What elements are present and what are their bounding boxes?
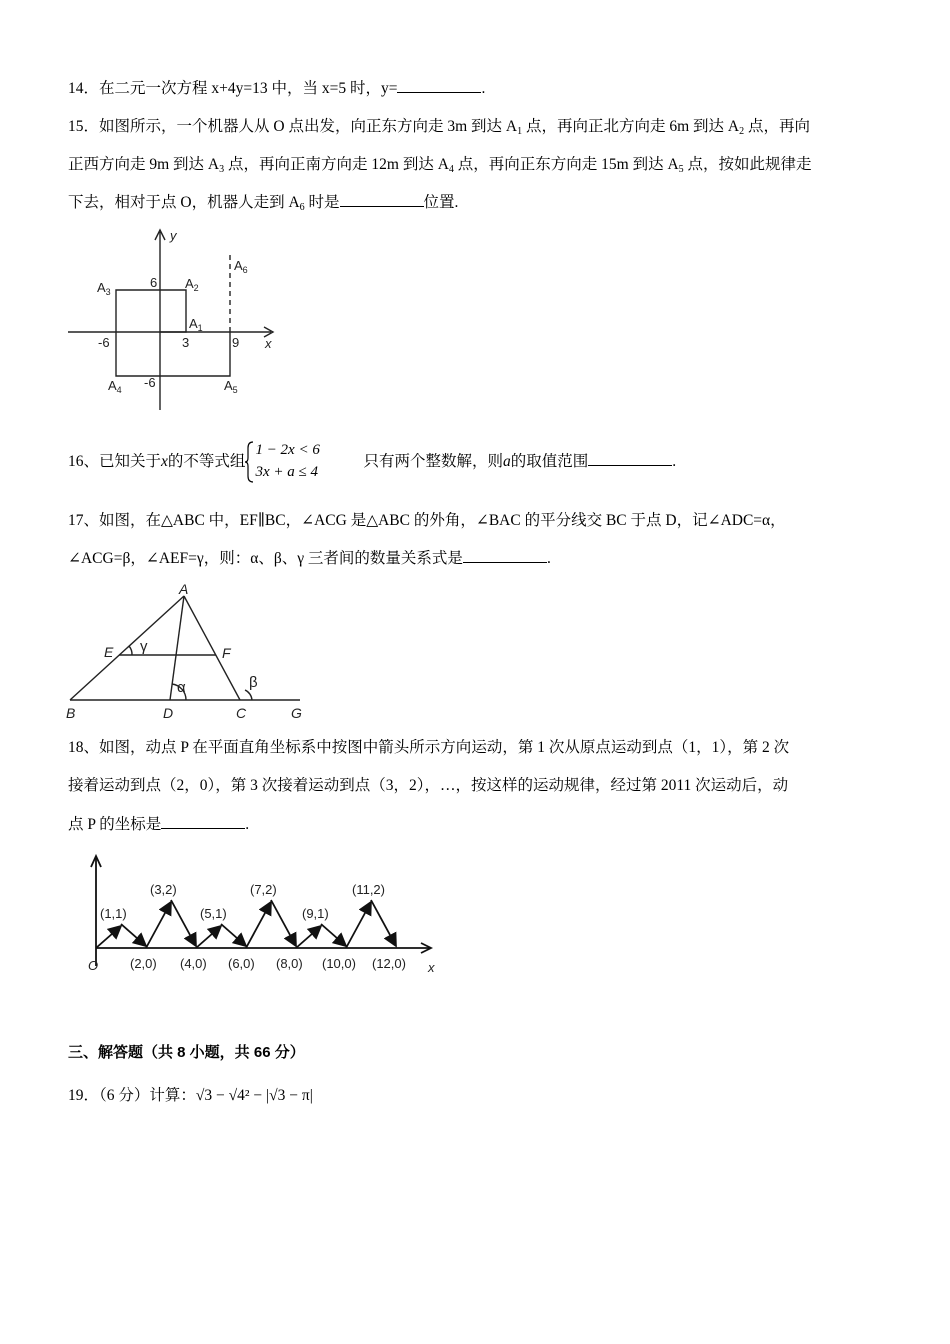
point-label-3-2: (3,2) — [150, 882, 177, 897]
q17-text-2: ∠ACG=β，∠AEF=γ，则：α、β、γ 三者间的数量关系式是 — [68, 550, 463, 567]
q14-answer-blank[interactable] — [397, 78, 481, 93]
q15-text-3c: 位置. — [423, 194, 459, 211]
q19-expression: √3 − √4² − |√3 − π| — [195, 1087, 313, 1104]
angle-beta-label: β — [249, 674, 258, 691]
q15-text-2c: 点，再向正东方向走 15m 到达 A — [453, 156, 679, 173]
q17-triangle-figure — [62, 584, 312, 724]
label-a4: A — [108, 378, 117, 393]
movement-arrow — [246, 902, 271, 948]
label-a2-sub: 2 — [193, 283, 199, 293]
origin-label: O — [88, 958, 99, 973]
label-a4-sub: 4 — [116, 385, 122, 395]
point-label-8-0: (8,0) — [276, 956, 303, 971]
q18-text-2: 接着运动到点（2，0），第 3 次接着运动到点（3，2），…，按这样的运动规律，经过第 2011 次运动后，动 — [68, 777, 789, 794]
point-label-7-2: (7,2) — [250, 882, 277, 897]
q14-number: 14． — [68, 80, 100, 97]
q18-period: . — [245, 816, 250, 833]
label-a3: A — [97, 280, 106, 295]
q15-sub-3: 3 — [219, 164, 225, 175]
label-a1-sub: 1 — [197, 323, 203, 333]
label-a5: A — [224, 378, 233, 393]
q15-sub-2: 2 — [739, 126, 745, 137]
angle-gamma-label: γ — [140, 638, 148, 655]
point-d-label: D — [163, 705, 174, 721]
point-label-6-0: (6,0) — [228, 956, 255, 971]
angle-beta-arc — [245, 690, 252, 700]
svg-text:A1 — [189, 316, 203, 333]
point-e-label: E — [104, 644, 114, 660]
q15-text-2a: 正西方向走 9m 到达 A — [68, 156, 220, 173]
svg-text:A4 — [108, 378, 122, 395]
q16-answer-blank[interactable] — [588, 451, 672, 466]
q17-number: 17、 — [68, 512, 100, 529]
q15-text-3a: 下去，相对于点 O，机器人走到 A — [68, 194, 300, 211]
point-label-1-1: (1,1) — [100, 906, 127, 921]
point-label-11-2: (11,2) — [352, 882, 385, 897]
question-17-line2 — [68, 548, 551, 569]
tick-minus6-y: -6 — [144, 375, 156, 390]
q15-text-3b: 时是 — [304, 194, 340, 211]
question-18-line1 — [68, 738, 789, 758]
q18-answer-blank[interactable] — [161, 814, 245, 829]
point-label-2-0: (2,0) — [130, 956, 157, 971]
q16-period: . — [672, 453, 677, 470]
q15-sub-4: 4 — [448, 164, 454, 175]
point-label-12-0: (12,0) — [372, 956, 406, 971]
q17-answer-blank[interactable] — [463, 548, 547, 563]
movement-arrow — [296, 926, 321, 948]
point-f-label: F — [222, 645, 231, 661]
robot-path — [116, 290, 230, 376]
tick-minus6-x: -6 — [98, 335, 110, 350]
movement-arrow — [221, 924, 246, 946]
q15-sub-1: 1 — [517, 126, 523, 137]
svg-text:A5 — [224, 378, 238, 395]
movement-arrow — [96, 926, 121, 948]
question-15-line2 — [68, 155, 812, 175]
x-axis-label: x — [265, 336, 272, 351]
q15-text-1b: 点，再向正北方向走 6m 到达 A — [522, 118, 740, 135]
q16-text-c: 只有两个整数解，则 — [363, 453, 503, 470]
question-17-line1 — [68, 511, 786, 531]
point-b-label: B — [66, 705, 76, 721]
q18-text-3: 点 P 的坐标是 — [68, 816, 162, 833]
point-c-label: C — [236, 705, 247, 721]
q15-text-1c: 点，再向 — [744, 118, 810, 135]
movement-arrow — [371, 900, 396, 946]
q15-answer-blank[interactable] — [340, 192, 424, 207]
q16-inequality-2: 3x + a ≤ 4 — [255, 464, 318, 481]
question-18-line2 — [68, 776, 788, 796]
q16-var-x: x — [161, 453, 168, 470]
tick-6-y: 6 — [150, 275, 158, 290]
point-label-5-1: (5,1) — [200, 906, 227, 921]
question-14 — [68, 78, 485, 99]
q16-inequality-system — [245, 440, 363, 484]
movement-arrow — [346, 902, 371, 948]
section-3-title: 三、解答题（共 8 小题，共 66 分） — [68, 1044, 305, 1061]
q18-zigzag-figure — [78, 852, 448, 982]
left-brace-icon — [245, 440, 255, 484]
q19-number: 19． — [68, 1087, 100, 1104]
q16-number: 16、 — [68, 453, 100, 470]
movement-arrow — [121, 924, 146, 946]
point-g-label: G — [291, 705, 302, 721]
label-a3-sub: 3 — [105, 287, 111, 297]
movement-arrow — [146, 902, 171, 948]
segment-ab — [70, 596, 184, 700]
question-19 — [68, 1086, 313, 1106]
q16-text-d: 的取值范围 — [510, 453, 589, 470]
movement-arrow — [271, 900, 296, 946]
point-label-10-0: (10,0) — [322, 956, 356, 971]
q15-text-1a: 如图所示，一个机器人从 O 点出发，向正东方向走 3m 到达 A — [99, 118, 518, 135]
q18-text-1: 如图，动点 P 在平面直角坐标系中按图中箭头所示方向运动，第 1 次从原点运动到点（1，1），第 2 次 — [99, 739, 790, 756]
y-axis-label: y — [170, 228, 177, 243]
label-a2: A — [185, 276, 194, 291]
q17-text-1: 如图，在△ABC 中，EF∥BC，∠ACG 是△ABC 的外角，∠BAC 的平分线交 BC 于点 D，记∠ADC=α， — [99, 512, 786, 529]
movement-arrow — [321, 924, 346, 946]
point-a-label: A — [179, 584, 189, 597]
movement-arrow — [196, 926, 221, 948]
angle-alpha-label: α — [177, 679, 186, 696]
q15-sub-5: 5 — [678, 164, 684, 175]
q16-text-a: 已知关于 — [99, 453, 162, 470]
angle-gamma-arc — [129, 646, 132, 655]
q15-number: 15． — [68, 118, 100, 135]
movement-arrow — [171, 900, 196, 946]
question-18-line3 — [68, 814, 249, 835]
label-a1: A — [189, 316, 198, 331]
q16-text-b: 的不等式组 — [167, 453, 246, 470]
svg-text:A3 — [97, 280, 111, 297]
point-label-4-0: (4,0) — [180, 956, 207, 971]
question-15-line1 — [68, 117, 810, 137]
q16-var-a: a — [502, 453, 511, 470]
q16-inequality-1: 1 − 2x < 6 — [255, 442, 320, 459]
label-a6: A — [234, 258, 243, 273]
q14-period: . — [481, 80, 486, 97]
svg-text:A6 — [234, 258, 248, 275]
label-a6-sub: 6 — [242, 265, 248, 275]
tick-3-x: 3 — [182, 335, 190, 350]
q14-text: 在二元一次方程 x+4y=13 中，当 x=5 时，y= — [99, 80, 398, 97]
q15-sub-6: 6 — [299, 202, 305, 213]
q15-robot-path-figure — [66, 226, 281, 416]
q17-period: . — [546, 550, 551, 567]
x-axis-label: x — [428, 960, 435, 975]
q19-text: （6 分）计算： — [99, 1087, 196, 1104]
question-16 — [68, 440, 676, 484]
svg-text:A2 — [185, 276, 199, 293]
segment-ac — [184, 596, 240, 700]
q15-text-2b: 点，再向正南方向走 12m 到达 A — [224, 156, 449, 173]
point-label-9-1: (9,1) — [302, 906, 329, 921]
q15-text-2d: 点，按如此规律走 — [683, 156, 812, 173]
q18-number: 18、 — [68, 739, 100, 756]
question-15-line3 — [68, 192, 458, 213]
label-a5-sub: 5 — [232, 385, 238, 395]
tick-9-x: 9 — [232, 335, 240, 350]
